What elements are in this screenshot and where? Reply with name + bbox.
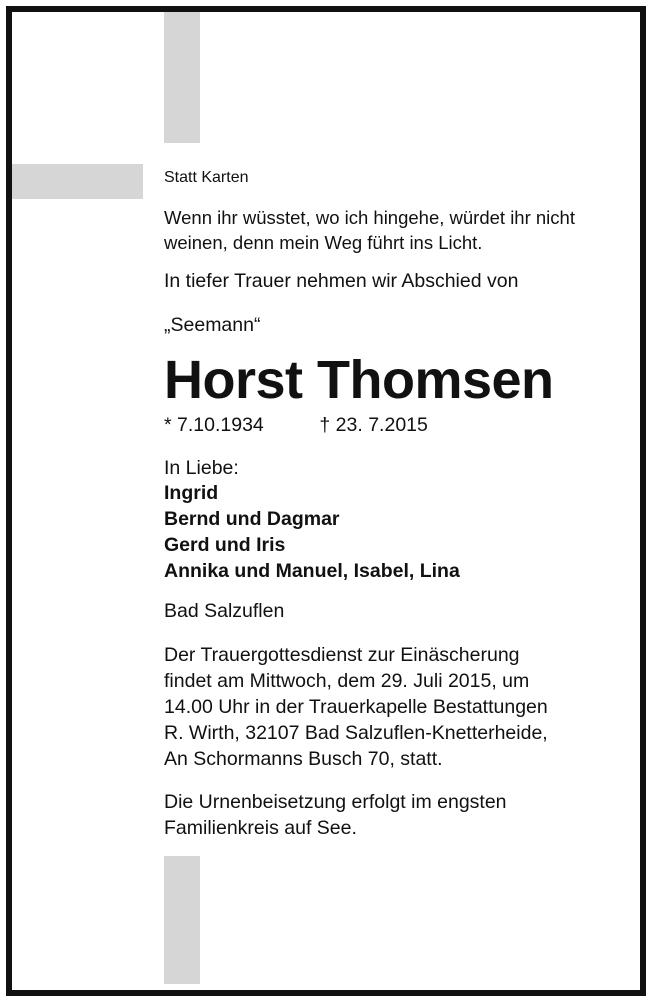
mourner-name: Ingrid [164, 482, 219, 504]
deceased-name: Horst Thomsen [164, 350, 554, 410]
intro-text: Statt Karten [164, 169, 249, 186]
nickname: „Seemann“ [164, 314, 261, 336]
burial-line: Familienkreis auf See. [164, 817, 357, 839]
service-line: An Schormanns Busch 70, statt. [164, 748, 443, 770]
mourners-list [164, 480, 460, 584]
cross-horizontal-bar [12, 164, 143, 199]
burial-info [164, 789, 507, 841]
cross-lower-bar [164, 856, 200, 984]
life-dates [164, 412, 428, 438]
mourners-label: In Liebe: [164, 457, 239, 479]
quote [164, 205, 575, 255]
mourner-name: Bernd und Dagmar [164, 508, 340, 530]
birth-date: * 7.10.1934 [164, 414, 264, 436]
service-line: R. Wirth, 32107 Bad Salzuflen-Knetterheide, [164, 722, 548, 744]
cross-upper-bar [164, 12, 200, 143]
mourner-name: Annika und Manuel, Isabel, Lina [164, 560, 460, 582]
place: Bad Salzuflen [164, 600, 285, 622]
service-line: findet am Mittwoch, dem 29. Juli 2015, um [164, 670, 530, 692]
mourner-name: Gerd und Iris [164, 534, 286, 556]
death-date: † 23. 7.2015 [319, 414, 428, 436]
quote-line: weinen, denn mein Weg führt ins Licht. [164, 232, 483, 253]
service-line: Der Trauergottesdienst zur Einäscherung [164, 644, 520, 666]
burial-line: Die Urnenbeisetzung erfolgt im engsten [164, 791, 507, 813]
service-info [164, 642, 548, 772]
quote-line: Wenn ihr wüsstet, wo ich hingehe, würdet ihr nicht [164, 207, 575, 228]
announcement: In tiefer Trauer nehmen wir Abschied von [164, 270, 519, 292]
service-line: 14.00 Uhr in der Trauerkapelle Bestattungen [164, 696, 548, 718]
